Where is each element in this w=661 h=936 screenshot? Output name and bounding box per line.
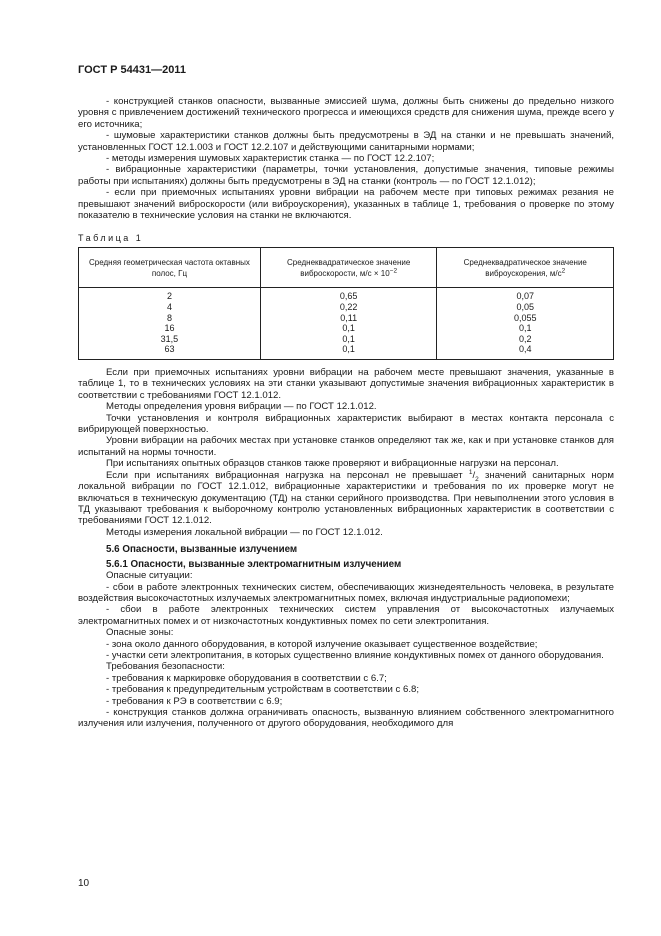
paragraph: - конструкцией станков опасности, вызванные эмиссией шума, должны быть снижены до предельно низкого уровня с привлечением достижений технического прогресса и имеющихся средств для снижения шума, прежде всего у его источника; bbox=[78, 96, 614, 130]
col-velocity-header-exponent: −2 bbox=[389, 267, 398, 275]
paragraph: - конструкция станков должна ограничивать опасность, вызванную влиянием собственного электромагнитного излучения или излучения, полученного от другого оборудования, необходимого для bbox=[78, 707, 614, 730]
paragraph: - вибрационные характеристики (параметры, точки установления, допустимые значения, типовые режимы работы при испытаниях) должны быть предусмотрены в ЭД на станки (контроль — по ГОСТ 12.1.012); bbox=[78, 164, 614, 187]
paragraph: - методы измерения шумовых характеристик станка — по ГОСТ 12.2.107; bbox=[106, 153, 435, 165]
table-cell: 0,1 bbox=[518, 323, 532, 334]
table-cell: 0,05 bbox=[516, 302, 534, 313]
col-frequency-header bbox=[79, 248, 261, 288]
table-cell: 0,2 bbox=[518, 333, 532, 344]
paragraph: Методы определения уровня вибрации — по ГОСТ 12.1.012. bbox=[106, 401, 377, 413]
top-paragraphs bbox=[78, 96, 614, 221]
fraction-denominator: 2 bbox=[475, 475, 479, 483]
paragraph: - шумовые характеристики станков должны быть предусмотрены в ЭД на станки и не превышать значений, установленных ГОСТ 12.1.003 и ГОСТ 12.2.107 и действующими санитарными нормами; bbox=[78, 130, 614, 153]
table-cell: 0,65 bbox=[339, 291, 358, 302]
section-heading-5-6: 5.6 Опасности, вызванные излучением bbox=[106, 544, 298, 556]
acceleration-cell bbox=[437, 288, 614, 360]
table-cell: 0,4 bbox=[518, 344, 532, 355]
table-cell: 0,1 bbox=[342, 344, 355, 355]
table-cell: 0,11 bbox=[340, 312, 358, 323]
table-header-row bbox=[79, 248, 614, 288]
frequency-cell bbox=[79, 288, 261, 360]
paragraph: Методы измерения локальной вибрации — по ГОСТ 12.1.012. bbox=[106, 526, 383, 538]
paragraph: Опасные ситуации: bbox=[106, 570, 193, 582]
table-cell: 4 bbox=[166, 302, 172, 313]
table-cell: 0,1 bbox=[342, 323, 355, 334]
col-velocity-header-text: Среднеквадратическое значение виброскорости, м/с × 10 bbox=[287, 258, 411, 279]
paragraph: - участки сети электропитания, в которых существенно влияние кондуктивных помех от данного оборудования. bbox=[106, 649, 604, 661]
paragraph: Точки установления и контроля вибрационных характеристик выбирают в местах контакта персонала с вибрирующей поверхностью. bbox=[78, 412, 614, 436]
col-acceleration-header-exponent: 2 bbox=[561, 267, 566, 275]
document-header: ГОСТ Р 54431—2011 bbox=[78, 64, 186, 76]
table-cell: 0,07 bbox=[516, 291, 534, 302]
bottom-paragraphs bbox=[78, 570, 614, 730]
paragraph: - если при приемочных испытаниях уровни вибрации на рабочем месте при типовых режимах резания не превышают значений виброскорости (или виброускорения), указанных в таблице 1, требования о проверке по этому показателю в технические условия на станки не включаются. bbox=[78, 187, 614, 222]
fraction-numerator: 1 bbox=[468, 468, 473, 476]
paragraph: - зона около данного оборудования, в которой излучение оказывает существенное воздействие; bbox=[106, 638, 538, 650]
table-body-row bbox=[79, 288, 614, 360]
paragraph: Если при приемочных испытаниях уровни вибрации на рабочем месте превышают значения, указанные в таблице 1, то в технических условиях на эти станки указывают допустимые значения вибрационных характеристик в соответствии с требованиями ГОСТ 12.1.012. bbox=[78, 367, 614, 401]
middle-paragraphs bbox=[78, 367, 614, 538]
paragraph: Опасные зоны: bbox=[106, 627, 174, 639]
table-cell: 16 bbox=[164, 323, 175, 334]
table-cell: 0,055 bbox=[513, 312, 537, 323]
table-cell: 2 bbox=[166, 291, 172, 302]
text-run: значений санитарных норм локальной вибрации по ГОСТ 12.1.012, вибрационные характеристики и требования по их проверке могут не включаться в техническую документацию (ТД) на станки серийного производства. При невыполнении этого условия в ТД указывают требования к выборочному контролю установленных вибрационных характеристик в соответствии с требованиями ГОСТ 12.1.012. bbox=[78, 469, 614, 527]
paragraph-half-limit: Если при испытаниях вибрационная нагрузка на персонал не превышает $^1/_2$ значений санитарных норм локальной вибрации по ГОСТ 12.1.012, вибрационные характеристики и требования по их проверке могут не включаться в техническую документацию (ТД) на станки серийного производства. При невыполнении этого условия в ТД указывают требования к выборочному контролю установленных вибрационных характеристик в соответствии с требованиями ГОСТ 12.1.012. bbox=[78, 468, 614, 527]
paragraph: При испытаниях опытных образцов станков также проверяют и вибрационные нагрузки на персонал. bbox=[106, 458, 559, 470]
paragraph: - сбои в работе электронных технических систем, обеспечивающих жизнедеятельность человека, в результате воздействия высокочастотных излучаемых электромагнитных помех, включая индустриальные радиопомехи; bbox=[78, 581, 614, 604]
vibration-table bbox=[78, 247, 614, 360]
col-acceleration-header-text: Среднеквадратическое значение виброускорения, м/с bbox=[463, 258, 587, 279]
paragraph: - сбои в работе электронных технических систем управления от высокочастотных излучаемых электромагнитных помех и от низкочастотных кондуктивных помех по сети электропитания. bbox=[78, 604, 614, 627]
paragraph: Требования безопасности: bbox=[106, 661, 225, 673]
velocity-cell bbox=[260, 288, 437, 360]
table-cell: 8 bbox=[166, 312, 172, 323]
section-heading-5-6-1: 5.6.1 Опасности, вызванные электромагнитным излучением bbox=[106, 559, 402, 571]
col-velocity-header bbox=[260, 248, 437, 288]
table-caption: Таблица 1 bbox=[78, 233, 144, 244]
table-cell: 0,1 bbox=[342, 333, 355, 344]
table-cell: 63 bbox=[164, 344, 175, 355]
document-page bbox=[78, 64, 614, 730]
paragraph: - требования к предупредительным устройствам в соответствии с 6.8; bbox=[106, 684, 420, 696]
table-cell: 0,22 bbox=[339, 302, 358, 313]
paragraph: - требования к РЭ в соответствии с 6.9; bbox=[106, 695, 283, 707]
table-cell: 31,5 bbox=[160, 333, 179, 344]
col-frequency-header-text: Средняя геометрическая частота октавных полос, Гц bbox=[89, 258, 250, 279]
col-acceleration-header bbox=[437, 248, 614, 288]
paragraph: - требования к маркировке оборудования в соответствии с 6.7; bbox=[106, 672, 387, 684]
paragraph: Уровни вибрации на рабочих местах при установке станков определяют так же, как и при установке станков для испытаний на нормы точности. bbox=[78, 435, 614, 458]
page-number: 10 bbox=[78, 878, 90, 889]
text-run: Если при испытаниях вибрационная нагрузка на персонал не превышает bbox=[106, 469, 469, 481]
